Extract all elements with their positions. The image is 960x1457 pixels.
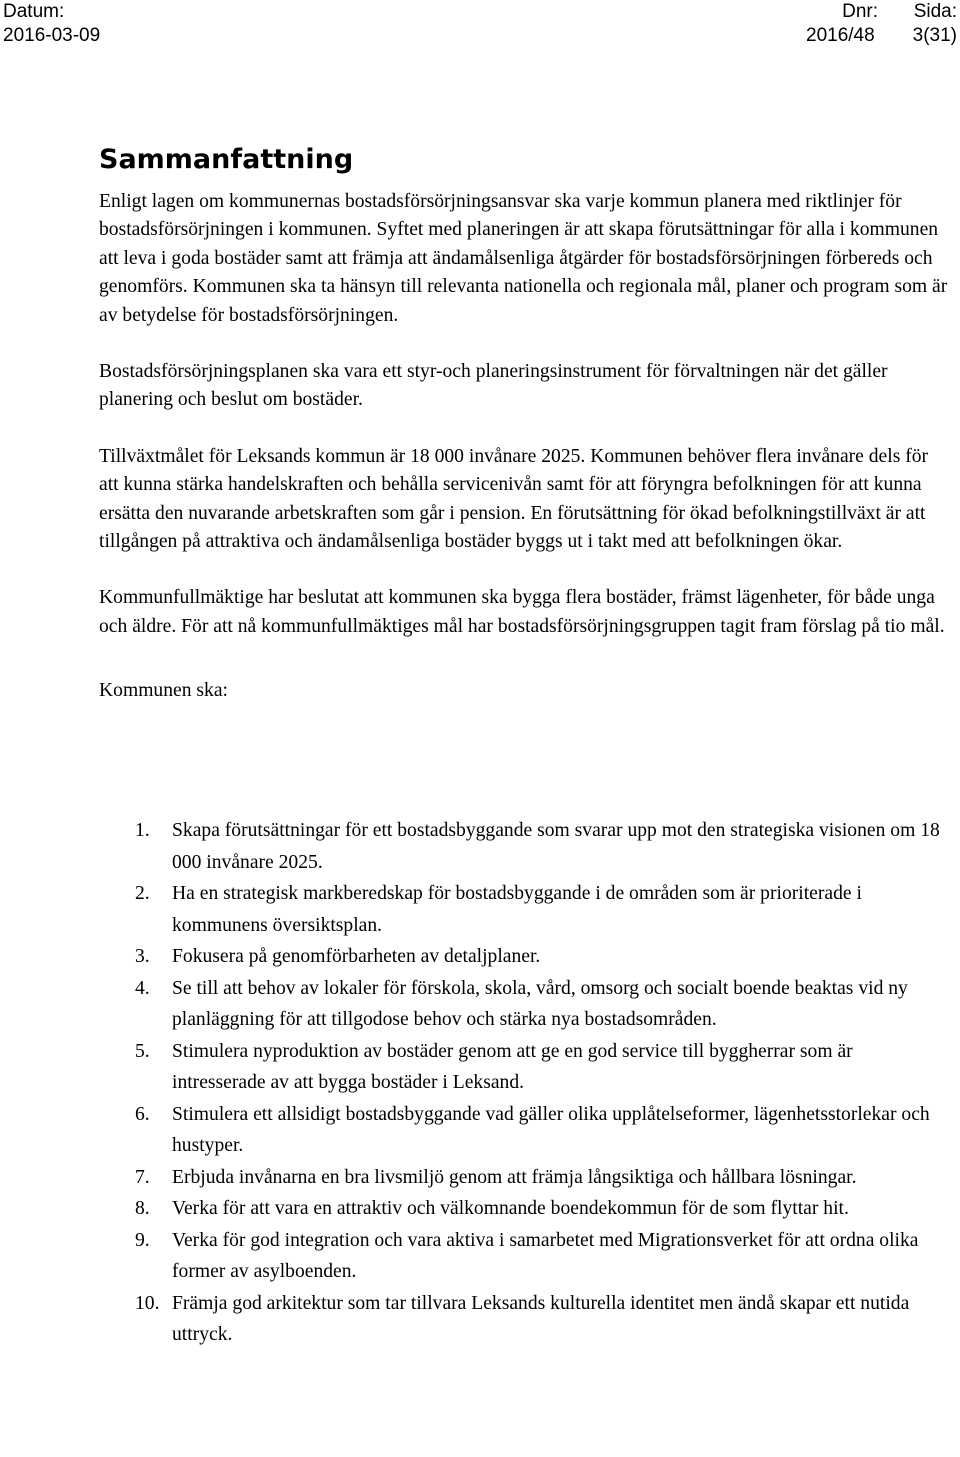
- list-item: [135, 1225, 945, 1288]
- list-item-number: 5.: [135, 1040, 150, 1062]
- paragraph-council-decision: Kommunfullmäktige har beslutat att kommunen ska bygga flera bostäder, främst lägenheter, för både unga och äldre. För att nå kommunfullmäktiges mål har bostadsförsörjningsgruppen tagit fram förslag på tio mål.: [99, 587, 945, 637]
- list-item-number: 4.: [135, 977, 150, 999]
- list-item-number: 10.: [135, 1292, 160, 1314]
- paragraph-growth-goal: Tillväxtmålet för Leksands kommun är 18 000 invånare 2025. Kommunen behöver flera invånare dels för att kunna stärka handelskraften och behålla servicenivån samt för att föryngra befolkningen för att kunna ersätta den nuvarande arbetskraften som går i pension. En förutsättning för ökad befolkningstillväxt är att tillgången på attraktiva och ändamålsenliga bostäder byggs ut i takt med att befolkningen ökar.: [99, 445, 929, 553]
- list-item-number: 7.: [135, 1166, 150, 1188]
- list-item-text: Stimulera nyproduktion av bostäder genom att ge en god service till byggherrar som är intresserade av att bygga bostäder i Leksand.: [172, 1040, 853, 1093]
- list-item-text: Erbjuda invånarna en bra livsmiljö genom att främja långsiktiga och hållbara lösningar.: [172, 1166, 857, 1188]
- list-item: [135, 973, 945, 1036]
- section-title: Sammanfattning: [99, 144, 354, 175]
- list-item-text: Främja god arkitektur som tar tillvara Leksands kulturella identitet men ändå skapar ett nutida uttryck.: [172, 1292, 910, 1345]
- list-item-text: Verka för att vara en attraktiv och välkomnande boendekommun för de som flyttar hit.: [172, 1198, 849, 1219]
- header-date-value: 2016-03-09: [3, 25, 101, 46]
- list-item-number: 2.: [135, 883, 150, 904]
- header-page-label: Sida:: [913, 1, 957, 22]
- list-item-text: Skapa förutsättningar för ett bostadsbyggande som svarar upp mot den strategiska visionen om 18 000 invånare 2025.: [172, 820, 940, 873]
- list-item: [135, 941, 945, 973]
- paragraph-intro: Enligt lagen om kommunernas bostadsförsörjningsansvar ska varje kommun planera med riktlinjer för bostadsförsörjningen i kommunen. Syftet med planeringen är att skapa förutsättningar för alla i kommunen att leva i goda bostäder samt att främja att ändamålsenliga åtgärder för bostadsförsörjningen förbereds och genomförs. Kommunen ska ta hänsyn till relevanta nationella och regionala mål, planer och program som är av betydelse för bostadsförsörjningen.: [99, 191, 948, 326]
- list-item-number: 1.: [135, 820, 150, 841]
- header-dnr: [806, 0, 878, 48]
- list-intro: Kommunen ska:: [99, 680, 228, 702]
- list-item-number: 3.: [135, 946, 150, 967]
- list-item-number: 8.: [135, 1198, 150, 1219]
- list-item: [135, 1288, 945, 1351]
- list-item-text: Fokusera på genomförbarheten av detaljplaner.: [172, 946, 541, 967]
- list-item: [135, 878, 945, 941]
- list-item-text: Stimulera ett allsidigt bostadsbyggande vad gäller olika upplåtelseformer, lägenhetsstorlekar och hustyper.: [172, 1103, 930, 1156]
- list-item-text: Ha en strategisk markberedskap för bostadsbyggande i de områden som är prioriterade i kommunens översiktsplan.: [172, 883, 862, 936]
- list-item: [135, 1193, 945, 1225]
- header-date: [3, 0, 100, 48]
- header-page-value: 3(31): [912, 25, 957, 46]
- header-dnr-label: Dnr:: [842, 1, 878, 22]
- header-dnr-value: 2016/48: [806, 25, 875, 46]
- document-header: [0, 0, 960, 50]
- list-item: [135, 1036, 945, 1099]
- goals-list: [135, 815, 945, 1351]
- paragraph-plan-purpose: Bostadsförsörjningsplanen ska vara ett styr-och planeringsinstrument för förvaltningen när det gäller planering och beslut om bostäder.: [99, 361, 888, 411]
- header-date-label: Datum:: [3, 1, 65, 22]
- document-body: [99, 140, 949, 706]
- header-page: [893, 0, 957, 48]
- list-item: [135, 815, 945, 878]
- list-item-number: 6.: [135, 1103, 150, 1125]
- list-item-text: Se till att behov av lokaler för förskola, skola, vård, omsorg och socialt boende beaktas vid ny planläggning för att tillgodose behov och stärka nya bostadsområden.: [172, 977, 908, 1030]
- list-item-number: 9.: [135, 1229, 150, 1251]
- list-item-text: Verka för god integration och vara aktiva i samarbetet med Migrationsverket för att ordna olika former av asylboenden.: [172, 1229, 919, 1282]
- list-item: [135, 1099, 945, 1162]
- list-item: [135, 1162, 945, 1194]
